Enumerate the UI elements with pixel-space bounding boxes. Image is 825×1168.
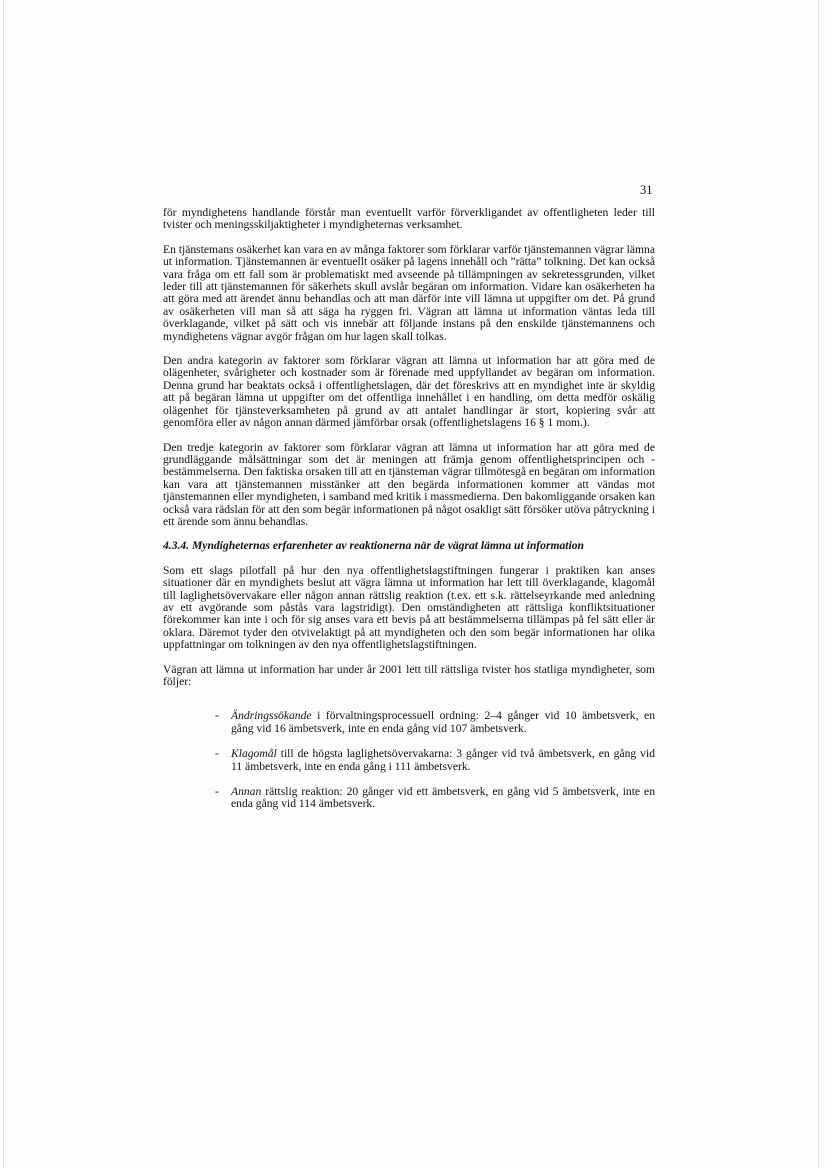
list-item: - Klagomål till de högsta laglighetsövervakarna: 3 gånger vid två ämbetsverk, en gång vid 11 ämbetsverk, inte en enda gång i 111 ämbetsverk. xyxy=(215,747,655,773)
page-number: 31 xyxy=(640,183,653,197)
paragraph: Vägran att lämna ut information har under år 2001 lett till rättsliga tvister hos statliga myndigheter, som följer: xyxy=(163,662,655,688)
paragraph: för myndighetens handlande förstår man eventuellt varför förverkligandet av offentligheten leder till tvister och meningsskiljaktigheter i myndigheternas verksamhet. xyxy=(163,206,655,232)
bullet-list xyxy=(163,710,655,810)
scan-edge-right xyxy=(818,0,819,1168)
bullet-text: rättslig reaktion: 20 gånger vid ett ämbetsverk, en gång vid 5 ämbetsverk, inte en enda gång vid 114 ämbetsverk. xyxy=(231,785,655,811)
paragraph: En tjänstemans osäkerhet kan vara en av många faktorer som förklarar varför tjänstemannen vägrar lämna ut information. Tjänstemannen är eventuellt osäker på lagens innehåll och ”rätta” tolkning. Det kan också vara fråga om ett fall som är problematiskt med avseende på tillämpningen av sekretessgrunden, vilket leder till att tjänstemannen för säkerhets skull avslår begäran om information. Vidare kan osäkerheten ha att göra med att ärendet ännu behandlas och att man därför inte vill lämna ut uppgifter om det. På grund av osäkerheten vill man så att säga ha ryggen fri. Vägran att lämna ut information väntas leda till överklagande, vilket på sätt och vis innebär att följande instans på den enskilde tjänstemannens och myndighetens vägnar avgör frågan om hur lagen skall tolkas. xyxy=(163,242,655,343)
scan-edge-left xyxy=(3,0,4,1168)
list-item: - Ändringssökande i förvaltningsprocessuell ordning: 2–4 gånger vid 10 ämbetsverk, en gång vid 16 ämbetsverk, inte en enda gång vid 107 ämbetsverk. xyxy=(215,709,655,735)
bullet-term: Ändringssökande xyxy=(231,709,312,723)
paragraph: Som ett slags pilotfall på hur den nya offentlighetslagstiftningen fungerar i praktiken kan anses situationer där en myndighets beslut att vägra lämna ut information har lett till överklagande, klagomål till laglighetsövervakare eller någon annan rättslig reaktion (t.ex. ett s.k. rättelseyrkande med anledning av ett avgörande som påstås vara lagstridigt). Den omständigheten att rättsliga konfliktsituationer förekommer kan inte i och för sig anses vara ett bevis på att bestämmelserna tillämpas på fel sätt eller är oklara. Däremot tyder den otvivelaktigt på att myndigheten och den som begär informationen har olika uppfattningar om tolkningen av den nya offentlighetslagstiftningen. xyxy=(163,563,655,652)
bullet-term: Annan xyxy=(231,785,262,799)
bullet-text: till de högsta laglighetsövervakarna: 3 gånger vid två ämbetsverk, en gång vid 11 ämbetsverk, inte en enda gång i 111 ämbetsverk. xyxy=(231,747,655,773)
section-heading: 4.3.4. Myndigheternas erfarenheter av reaktionerna när de vägrat lämna ut information xyxy=(163,539,584,553)
list-item: - Annan rättslig reaktion: 20 gånger vid ett ämbetsverk, en gång vid 5 ämbetsverk, inte en enda gång vid 114 ämbetsverk. xyxy=(215,785,655,811)
bullet-text: i förvaltningsprocessuell ordning: 2–4 gånger vid 10 ämbetsverk, en gång vid 16 ämbetsverk, inte en enda gång vid 107 ämbetsverk. xyxy=(231,709,655,735)
bullet-term: Klagomål xyxy=(231,747,277,761)
paragraph: Den andra kategorin av faktorer som förklarar vägran att lämna ut information har att göra med de olägenheter, svårigheter och kostnader som är förenade med uppfyllandet av begäran om information. Denna grund har beaktats också i offentlighetslagen, där det föreskrivs att en myndighet inte är skyldig att på begäran lämna ut uppgifter om det offentliga innehållet i en handling, om detta medför oskälig olägenhet för tjänsteverksamheten på grund av att antalet handlingar är stort, kopiering svår att genomföra eller av någon annan därmed jämförbar orsak (offentlighetslagens 16 § 1 mom.). xyxy=(163,354,655,430)
paragraph: Den tredje kategorin av faktorer som förklarar vägran att lämna ut information har att göra med de grundläggande målsättningar som det är meningen att främja genom offentlighetsprincipen och -bestämmelserna. Den faktiska orsaken till att en tjänsteman vägrar tillmötesgå en begäran om information kan vara att tjänstemannen misstänker att den begärda informationen kommer att vändas mot tjänstemannen eller myndigheten, i samband med kritik i massmedierna. Den bakomliggande orsaken kan också vara rädslan för att den som begär informationen på något osakligt sätt försöker utöva påtryckning i ett ärende som ännu behandlas. xyxy=(163,440,655,528)
document-body xyxy=(163,180,655,824)
